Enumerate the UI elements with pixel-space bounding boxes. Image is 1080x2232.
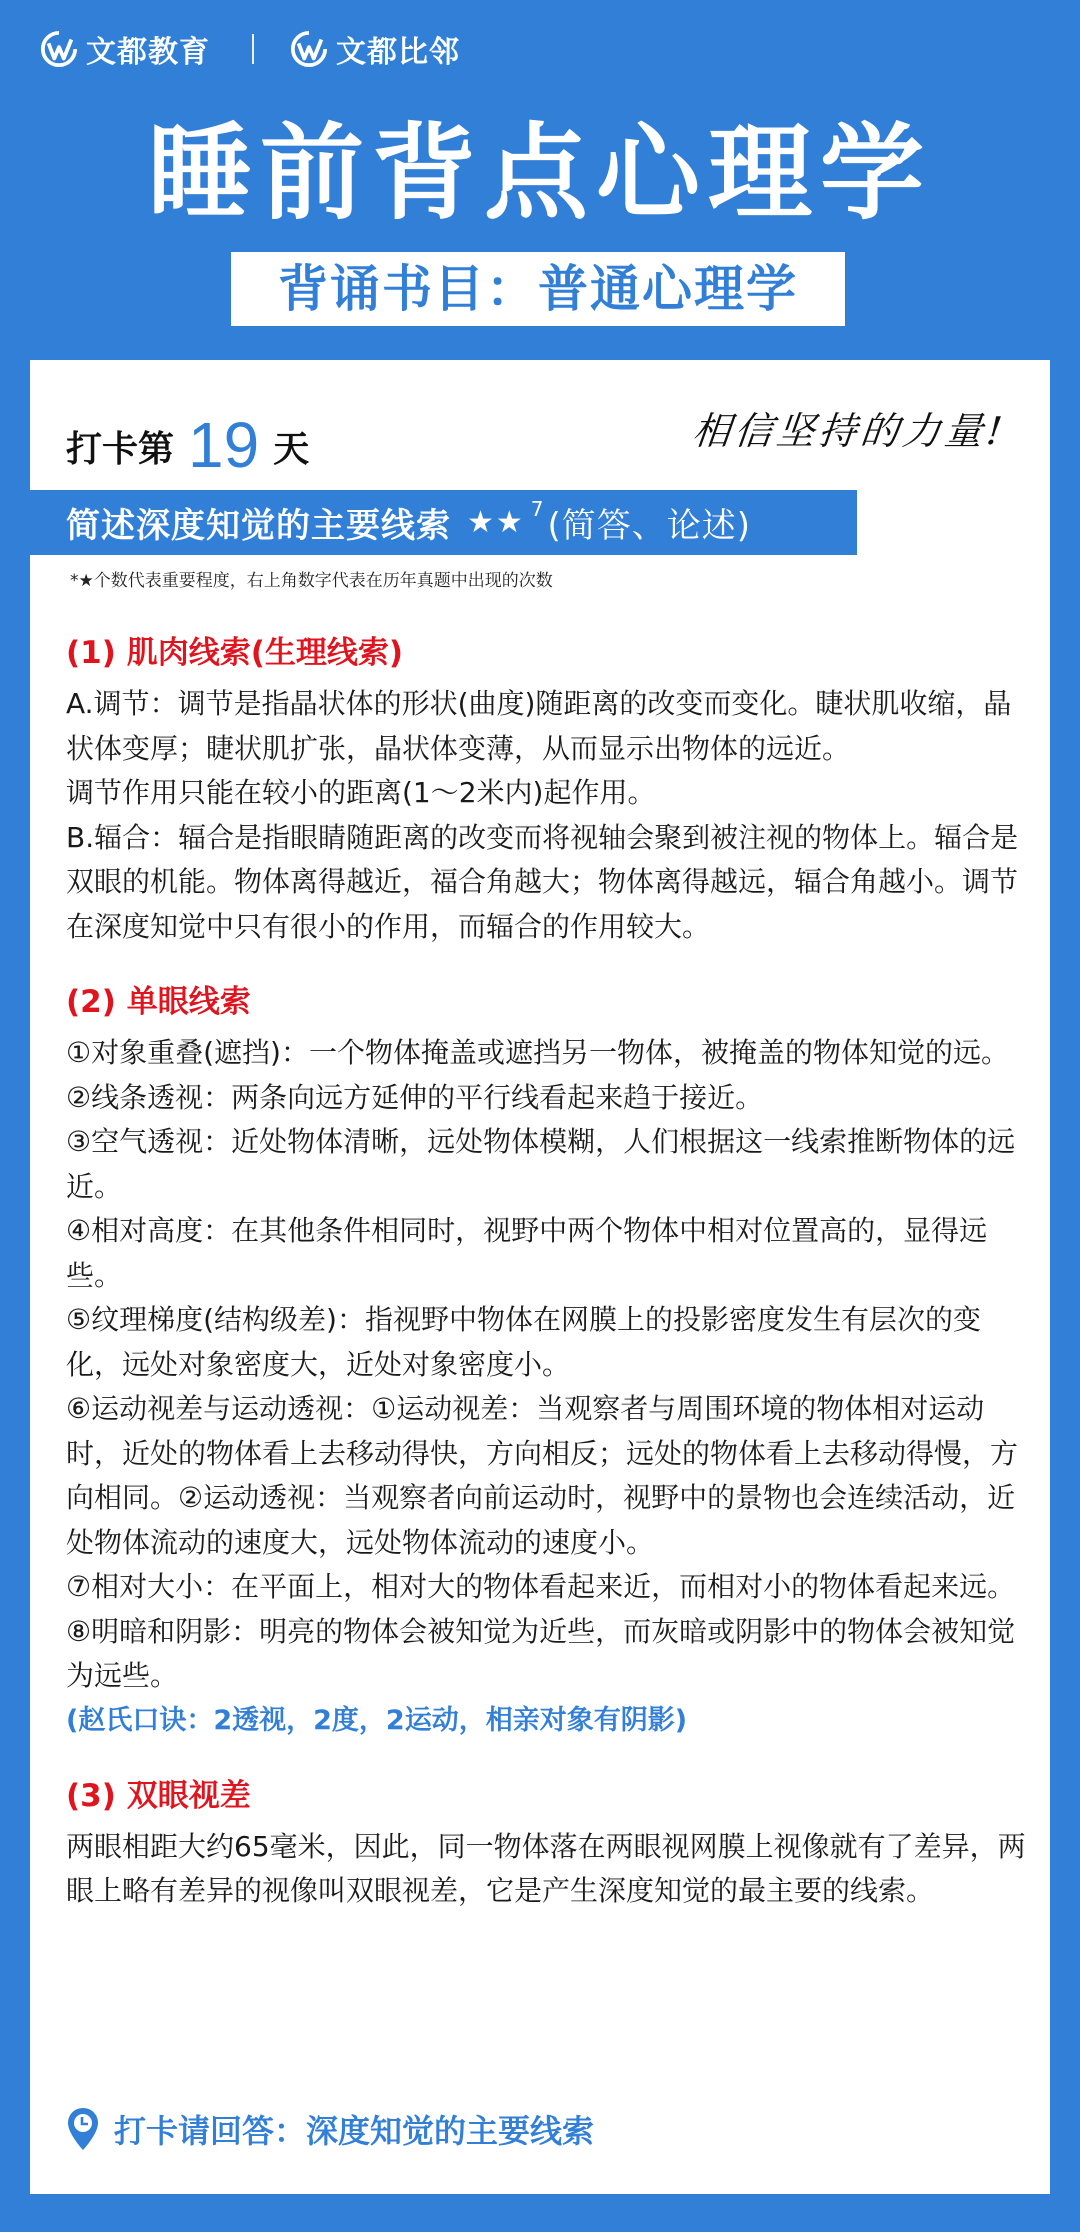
- wendu-logo-icon: [290, 30, 328, 68]
- paragraph: 调节作用只能在较小的距离(1～2米内)起作用。: [66, 776, 656, 809]
- question-type: (简答、论述): [547, 506, 752, 546]
- brand-bar: [40, 26, 460, 72]
- section-title: (2) 单眼线索: [66, 984, 251, 1020]
- wendu-logo-icon: [40, 30, 78, 68]
- paragraph: 两眼相距大约65毫米，因此，同一物体落在两眼视网膜上视像就有了差异，两眼上略有差异的视像叫双眼视差，它是产生深度知觉的最主要的线索。: [66, 1829, 1026, 1907]
- list-item: ⑥运动视差与运动透视：①运动视差：当观察者与周围环境的物体相对运动时，近处的物体看上去移动得快，方向相反；远处的物体看上去移动得慢，方向相同。②运动透视：当观察者向前运动时，视野中的景物也会连续活动，近处物体流动的速度大，远处物体流动的速度小。: [66, 1392, 1019, 1559]
- checkin-day-number: 19: [188, 409, 260, 481]
- page-title: 睡前背点心理学: [147, 112, 932, 234]
- checkin-suffix: 天: [273, 429, 310, 470]
- list-item: ⑦相对大小：在平面上，相对大的物体看起来近，而相对小的物体看起来远。: [66, 1570, 1016, 1603]
- brand-right-name: 文都比邻: [336, 35, 460, 70]
- topic-title: 简述深度知觉的主要线索: [66, 506, 451, 546]
- answer-prompt-text: 打卡请回答：深度知觉的主要线索: [114, 2112, 595, 2150]
- paragraph: A.调节：调节是指晶状体的形状(曲度)随距离的改变而变化。睫状肌收缩，晶状体变厚；睫状肌扩张，晶状体变薄，从而显示出物体的远近。: [66, 687, 1012, 765]
- section-title: (1) 肌肉线索(生理线索): [66, 635, 404, 671]
- checkin-day: [66, 398, 310, 481]
- paragraph: B.辐合：辐合是指眼睛随距离的改变而将视轴会聚到被注视的物体上。辐合是双眼的机能。物体离得越近，福合角越大；物体离得越远，辐合角越小。调节在深度知觉中只有很小的作用，而辐合的作用较大。: [66, 820, 1019, 943]
- brand-wendu-education: [40, 27, 210, 71]
- list-item: ④相对高度：在其他条件相同时，视野中两个物体中相对位置高的，显得远些。: [66, 1214, 988, 1292]
- checkin-answer-prompt: [66, 2106, 594, 2152]
- brand-divider: [252, 34, 254, 64]
- content-body: [66, 630, 1026, 1914]
- topic-header: [30, 490, 857, 555]
- brand-left-name: 文都教育: [86, 35, 210, 70]
- legend-note: *★个数代表重要程度，右上角数字代表在历年真题中出现的次数: [70, 571, 553, 591]
- mnemonic: (赵氏口诀：2透视，2度，2运动，相亲对象有阴影): [66, 1704, 688, 1736]
- list-item: ②线条透视：两条向远方延伸的平行线看起来趋于接近。: [66, 1080, 764, 1114]
- location-clock-icon: [66, 2106, 100, 2152]
- book-label: 背诵书目：普通心理学: [231, 252, 845, 326]
- checkin-prefix: 打卡第: [66, 429, 175, 470]
- brand-wendu-bilin: [290, 27, 460, 71]
- list-item: ⑧明暗和阴影：明亮的物体会被知觉为近些，而灰暗或阴影中的物体会被知觉为远些。: [66, 1614, 1016, 1692]
- content-card: [30, 360, 1050, 2194]
- list-item: ①对象重叠(遮挡)：一个物体掩盖或遮挡另一物体，被掩盖的物体知觉的远。: [66, 1036, 1009, 1069]
- section-title: (3) 双眼视差: [66, 1777, 251, 1814]
- motto: 相信坚持的力量!: [690, 409, 1008, 453]
- exam-count: 7: [530, 496, 544, 521]
- list-item: ③空气透视：近处物体清晰，远处物体模糊，人们根据这一线索推断物体的远近。: [66, 1125, 1016, 1203]
- list-item: ⑤纹理梯度(结构级差)：指视野中物体在网膜上的投影密度发生有层次的变化，远处对象密度大，近处对象密度小。: [66, 1303, 981, 1381]
- importance-stars-icon: ★★: [467, 505, 525, 540]
